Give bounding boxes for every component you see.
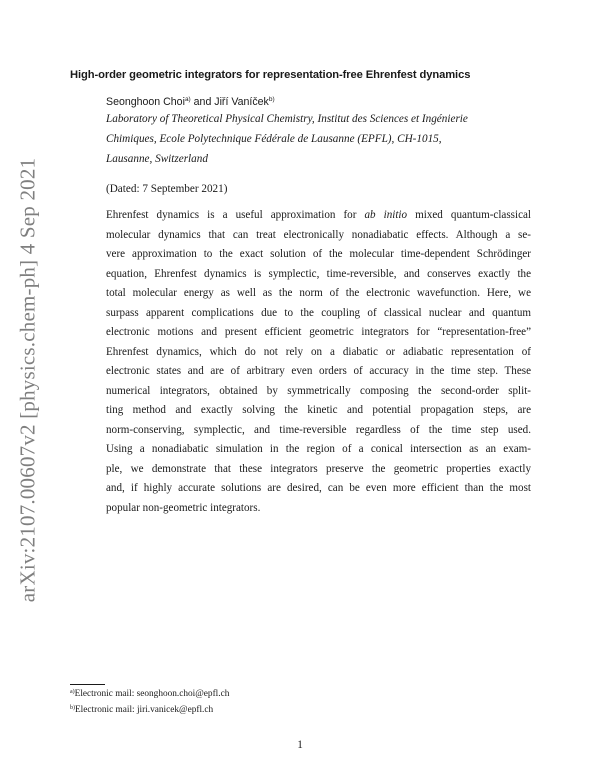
- author-list: [106, 96, 275, 108]
- author-joiner: and: [190, 96, 215, 108]
- abstract-text: Ehrenfest dynamics is a useful approximation for: [106, 209, 365, 221]
- footnote-mark: a): [70, 689, 75, 695]
- author-choi: Seonghoon Choi: [106, 96, 185, 108]
- abstract-line: norm-conserving, symplectic, and time-reversible regardless of the time step used.: [106, 423, 531, 436]
- abstract-line: ple, we demonstrate that these integrators preserve the geometric properties exactly: [106, 462, 531, 475]
- page-number: 1: [297, 739, 303, 751]
- abstract-text: mixed quantum-classical: [407, 209, 531, 221]
- dated-line: (Dated: 7 September 2021): [106, 183, 228, 195]
- footnote-email-vanicek: Electronic mail: jiri.vanicek@epfl.ch: [75, 705, 214, 715]
- footnote-mark: b): [70, 705, 75, 711]
- abstract-line: numerical integrators, obtained by symmetrically composing the second-order split-: [106, 384, 531, 397]
- footnote-a: [70, 689, 229, 699]
- abstract-line: Ehrenfest dynamics, which do not rely on a diabatic or adiabatic representation of: [106, 345, 531, 358]
- abstract-line: ting method and exactly solving the kinetic and potential propagation steps, are: [106, 404, 531, 416]
- abstract: [106, 206, 531, 518]
- paper-title: High-order geometric integrators for representation-free Ehrenfest dynamics: [70, 69, 471, 81]
- footnote-b: [70, 705, 213, 715]
- abstract-last-line: popular non-geometric integrators.: [106, 501, 261, 514]
- arxiv-sidebar-stamp: [8, 130, 48, 630]
- abstract-line: equation, Ehrenfest dynamics is symplectic, time-reversible, and conserves exactly the: [106, 267, 531, 280]
- abstract-line: vere approximation to the exact solution of the molecular time-dependent Schrödinger: [106, 248, 531, 260]
- abstract-line: molecular dynamics that can treat electronically nonadiabatic effects. Although a se-: [106, 228, 531, 241]
- affiliation-line: Laboratory of Theoretical Physical Chemistry, Institut des Sciences et Ingénierie: [106, 113, 468, 125]
- author-choi-mark: a): [184, 96, 191, 103]
- abstract-line: [106, 206, 531, 226]
- abstract-line: electronic states and are of arbitrary even orders of accuracy in the time step. These: [106, 365, 531, 377]
- abstract-line: and, if highly accurate solutions are desired, can be even more efficient than the most: [106, 482, 531, 494]
- abstract-emphasis: ab initio: [364, 209, 408, 221]
- abstract-line: surpass apparent complications due to the coupling of classical nuclear and quantum: [106, 306, 531, 319]
- abstract-line: total molecular energy as well as the norm of the electronic wavefunction. Here, we: [106, 287, 531, 299]
- abstract-line: electronic motions and present efficient geometric integrators for “representation-free”: [106, 326, 531, 338]
- author-vanicek-mark: b): [268, 96, 275, 103]
- footnote-email-choi: Electronic mail: seonghoon.choi@epfl.ch: [74, 689, 230, 699]
- arxiv-identifier: arXiv:2107.00607v2 [physics.chem-ph] 4 Sep 2021: [15, 157, 40, 603]
- affiliation-line: Lausanne, Switzerland: [106, 153, 208, 165]
- abstract-line: Using a nonadiabatic simulation in the region of a conical intersection as an exam-: [106, 443, 531, 455]
- author-vanicek: Jiří Vaníček: [214, 96, 269, 108]
- affiliation-line: Chimiques, Ecole Polytechnique Fédérale de Lausanne (EPFL), CH-1015,: [106, 133, 442, 145]
- footnote-rule: [70, 684, 105, 685]
- affiliation: [106, 109, 526, 169]
